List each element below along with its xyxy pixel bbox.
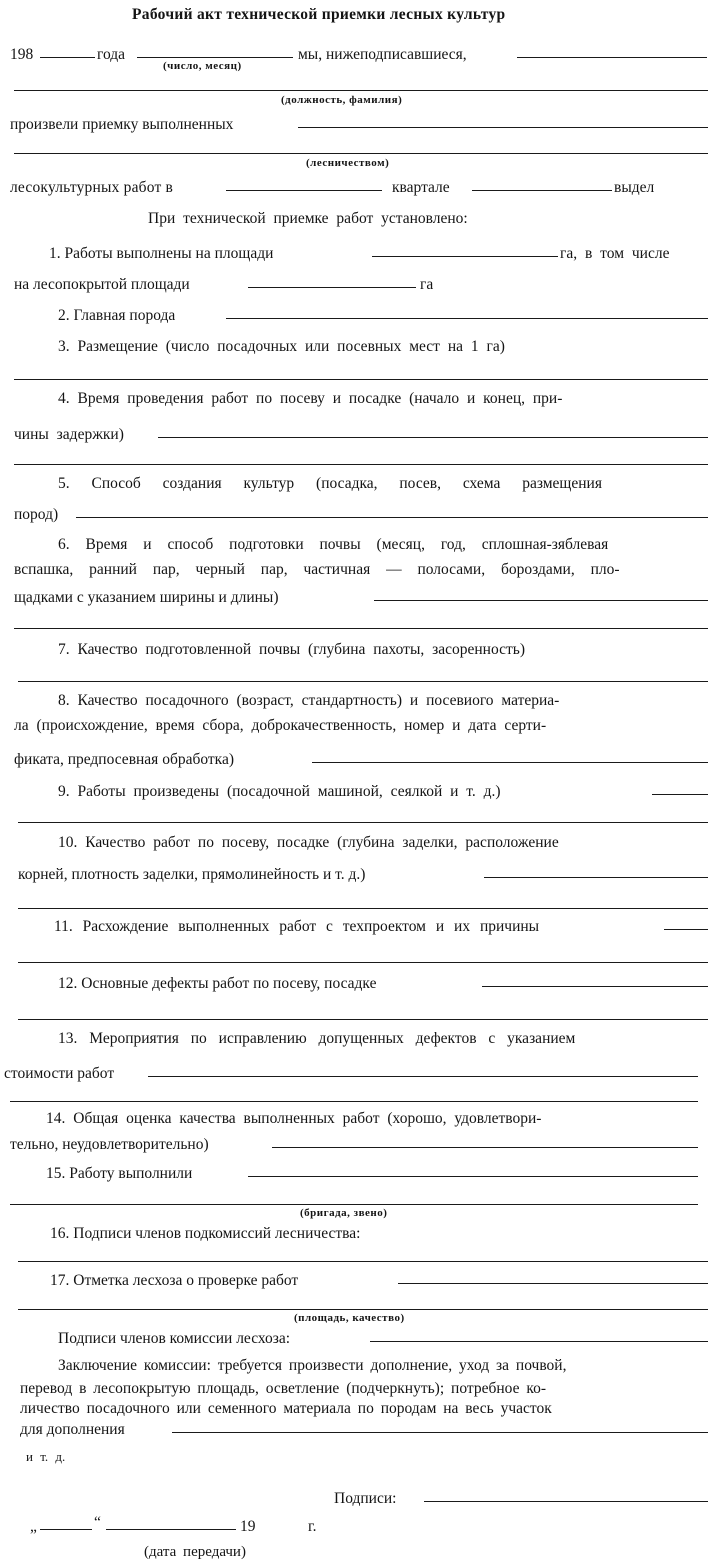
vydel-blank[interactable] xyxy=(472,190,612,191)
item-1-ha: га, в том числе xyxy=(560,245,670,262)
item-9-blank[interactable] xyxy=(652,794,708,795)
day-blank[interactable] xyxy=(40,1529,92,1530)
item-13-blank[interactable] xyxy=(148,1076,698,1077)
item-3-text: 3. Размещение (число посадочных или посевных мест на 1 га) xyxy=(58,338,505,355)
conclusion-line-4: для дополнения xyxy=(20,1421,125,1438)
item-10-blank-2[interactable] xyxy=(18,908,708,909)
undersigned-label: мы, нижеподписавшиеся, xyxy=(298,46,467,63)
item-13-text-2: стоимости работ xyxy=(4,1065,115,1082)
item-1-forest-blank[interactable] xyxy=(248,287,416,288)
item-12-blank-2[interactable] xyxy=(18,1019,708,1020)
item-14-blank[interactable] xyxy=(272,1147,698,1148)
item-2-text: 2. Главная порода xyxy=(58,307,176,324)
accepted-label: произвели приемку выполненных xyxy=(10,116,234,133)
vydel-label: выдел xyxy=(614,179,655,196)
conclusion-line-2: перевод в лесопокрытую площадь, осветление (подчеркнуть); потребное ко- xyxy=(20,1380,546,1397)
goda-label: года xyxy=(97,46,126,63)
date-caption: (число, месяц) xyxy=(163,60,242,72)
quote-close: “ xyxy=(94,1514,101,1531)
item-6-text: 6. Время и способ подготовки почвы (месяц, год, сплошная-зяблевая xyxy=(58,536,609,553)
item-13-text: 13. Мероприятия по исправлению допущенных дефектов с указанием xyxy=(58,1030,576,1047)
conclusion-line-3: личество посадочного или семенного материала по породам на весь участок xyxy=(20,1400,552,1417)
year-blank[interactable] xyxy=(40,57,95,58)
conclusion-line-1: Заключение комиссии: требуется произвести дополнение, уход за почвой, xyxy=(58,1357,567,1374)
item-12-blank[interactable] xyxy=(482,986,708,987)
date-blank[interactable] xyxy=(137,57,293,58)
document-title: Рабочий акт технической приемки лесных культур xyxy=(132,6,506,23)
item-8-blank[interactable] xyxy=(312,762,708,763)
signatures-blank[interactable] xyxy=(424,1501,708,1502)
position-caption: (должность, фамилия) xyxy=(281,94,403,106)
item-11-blank-2[interactable] xyxy=(18,962,708,963)
month-blank[interactable] xyxy=(106,1529,236,1530)
item-7-text: 7. Качество подготовленной почвы (глубина пахоты, засоренность) xyxy=(58,641,525,658)
item-12-text: 12. Основные дефекты работ по посеву, посадке xyxy=(58,975,377,992)
item-9-text: 9. Работы произведены (посадочной машиной, сеялкой и т. д.) xyxy=(58,783,501,800)
signatures-label: Подписи: xyxy=(334,1490,397,1507)
item-10-blank[interactable] xyxy=(484,877,708,878)
item-1-area-blank[interactable] xyxy=(372,256,558,257)
item-17-text: 17. Отметка лесхоза о проверке работ xyxy=(50,1272,299,1289)
position-blank[interactable] xyxy=(14,90,708,91)
item-16-text: 16. Подписи членов подкомиссий лесничества: xyxy=(50,1225,361,1242)
year-g: г. xyxy=(308,1518,317,1535)
item-6-text-3: щадками с указанием ширины и длины) xyxy=(14,589,279,606)
undersigned-blank[interactable] xyxy=(517,57,707,58)
item-14-text-2: тельно, неудовлетворительно) xyxy=(10,1136,209,1153)
item-10-text-2: корней, плотность заделки, прямолинейность и т. д.) xyxy=(18,866,366,883)
area-caption: (площадь, качество) xyxy=(294,1312,405,1324)
item-11-text: 11. Расхождение выполненных работ с техпроектом и их причины xyxy=(54,918,540,935)
item-16-blank[interactable] xyxy=(18,1261,708,1262)
item-9-blank-2[interactable] xyxy=(18,822,708,823)
item-4-blank[interactable] xyxy=(158,437,708,438)
item-5-text-2: пород) xyxy=(14,506,59,523)
forestry-blank[interactable] xyxy=(14,153,708,154)
item-4-text: 4. Время проведения работ по посеву и посадке (начало и конец, при- xyxy=(58,390,563,407)
item-13-blank-2[interactable] xyxy=(10,1101,698,1102)
kvartal-blank[interactable] xyxy=(226,190,382,191)
item-14-text: 14. Общая оценка качества выполненных работ (хорошо, удовлетвори- xyxy=(46,1110,542,1127)
item-11-blank[interactable] xyxy=(664,929,708,930)
item-6-blank[interactable] xyxy=(374,600,708,601)
commission-signatures-label: Подписи членов комиссии лесхоза: xyxy=(58,1330,291,1347)
kvartal-label: квартале xyxy=(392,179,450,196)
item-4-text-2: чины задержки) xyxy=(14,426,124,443)
item-1-forest-ha: га xyxy=(420,276,434,293)
item-17-blank-2[interactable] xyxy=(18,1309,708,1310)
accepted-blank[interactable] xyxy=(298,127,708,128)
item-15-text: 15. Работу выполнили xyxy=(46,1165,193,1182)
etc-label: и т. д. xyxy=(26,1449,66,1464)
item-15-blank[interactable] xyxy=(248,1176,698,1177)
item-6-text-2: вспашка, ранний пар, черный пар, частичная — полосами, бороздами, пло- xyxy=(14,561,620,578)
item-17-blank[interactable] xyxy=(398,1283,708,1284)
brigade-caption: (бригада, звено) xyxy=(300,1207,388,1219)
quote-open: „ xyxy=(30,1518,37,1535)
item-10-text: 10. Качество работ по посеву, посадке (глубина заделки, расположение xyxy=(58,834,559,851)
item-4-blank-2[interactable] xyxy=(14,464,708,465)
transfer-date-caption: (дата передачи) xyxy=(144,1544,246,1560)
item-15-blank-2[interactable] xyxy=(10,1204,698,1205)
item-5-blank[interactable] xyxy=(76,517,708,518)
year-prefix: 198 xyxy=(10,46,34,63)
item-8-text-2: ла (происхождение, время сбора, доброкачественность, номер и дата серти- xyxy=(14,717,547,734)
item-1-forest-label: на лесопокрытой площади xyxy=(14,276,190,293)
year-19: 19 xyxy=(240,1518,256,1535)
item-2-blank[interactable] xyxy=(226,318,708,319)
item-8-text: 8. Качество посадочного (возраст, стандартность) и посевиого материа- xyxy=(58,692,560,709)
forestry-caption: (лесничеством) xyxy=(306,157,390,169)
intro-heading: При технической приемке работ установлено: xyxy=(148,210,468,227)
item-6-blank-2[interactable] xyxy=(14,628,708,629)
works-in-label: лесокультурных работ в xyxy=(10,179,174,196)
item-3-blank[interactable] xyxy=(14,379,708,380)
item-5-text: 5. Способ создания культур (посадка, посев, схема размещения xyxy=(58,475,602,492)
supplement-blank[interactable] xyxy=(172,1432,708,1433)
item-7-blank[interactable] xyxy=(18,681,708,682)
item-1-text: 1. Работы выполнены на площади xyxy=(49,245,274,262)
commission-signatures-blank[interactable] xyxy=(370,1341,708,1342)
item-8-text-3: фиката, предпосевная обработка) xyxy=(14,751,234,768)
